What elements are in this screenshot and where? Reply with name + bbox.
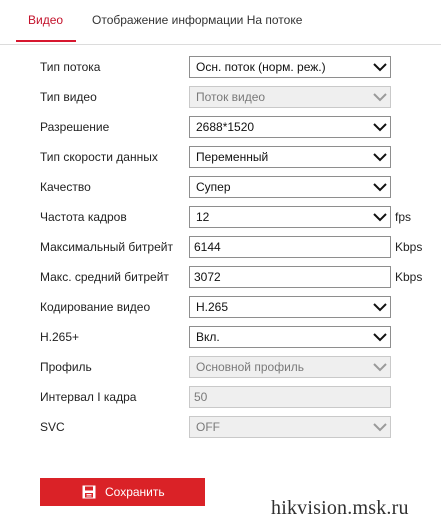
bitrate-type-value: Переменный [196,150,269,164]
frame-rate-value: 12 [196,210,210,224]
h265plus-select[interactable] [189,326,391,348]
video-type-value: Поток видео [196,90,266,104]
video-type-label: Тип видео [40,90,97,104]
avg-bitrate-unit: Kbps [395,270,423,284]
quality-select[interactable] [189,176,391,198]
quality-label: Качество [40,180,91,194]
svc-label: SVC [40,420,65,434]
chevron-down-icon [373,91,387,103]
resolution-select[interactable] [189,116,391,138]
svc-select[interactable] [189,416,391,438]
frame-rate-unit: fps [395,210,412,224]
svc-value: OFF [196,420,220,434]
resolution-label: Разрешение [40,120,110,134]
stream-type-value: Осн. поток (норм. реж.) [196,60,326,74]
frame-rate-label: Частота кадров [40,210,127,224]
chevron-down-icon [373,151,387,163]
chevron-down-icon [373,331,387,343]
h265plus-label: H.265+ [40,330,80,344]
row-frame-rate [0,206,441,230]
chevron-down-icon [373,181,387,193]
row-avg-bitrate [0,266,441,290]
save-button-label: Сохранить [105,485,165,499]
row-quality [0,176,441,200]
row-svc [0,416,441,440]
tab-bar [0,0,441,45]
row-stream-type [0,56,441,80]
tab-video[interactable] [16,13,76,42]
tab-video-label: Видео [28,13,64,27]
i-frame-interval-label: Интервал I кадра [40,390,137,404]
chevron-down-icon [373,211,387,223]
row-video-type [0,86,441,110]
row-max-bitrate [0,236,441,260]
stream-type-label: Тип потока [40,60,101,74]
frame-rate-select[interactable] [189,206,391,228]
h265plus-value: Вкл. [196,330,220,344]
avg-bitrate-input[interactable]: 3072 [189,266,391,288]
resolution-value: 2688*1520 [196,120,255,134]
avg-bitrate-label: Макс. средний битрейт [40,270,169,284]
row-h265plus [0,326,441,350]
chevron-down-icon [373,361,387,373]
quality-value: Супер [196,180,231,194]
max-bitrate-unit: Kbps [395,240,423,254]
row-profile [0,356,441,380]
video-type-select[interactable] [189,86,391,108]
video-encoding-label: Кодирование видео [40,300,151,314]
chevron-down-icon [373,61,387,73]
chevron-down-icon [373,421,387,433]
save-icon [82,485,96,499]
i-frame-interval-input[interactable]: 50 [189,386,391,408]
profile-value: Основной профиль [196,360,305,374]
row-i-frame-interval [0,386,441,410]
tab-active-underline [16,40,76,42]
row-bitrate-type [0,146,441,170]
row-resolution [0,116,441,140]
row-video-encoding [0,296,441,320]
save-button[interactable] [40,478,205,506]
max-bitrate-input[interactable]: 6144 [189,236,391,258]
max-bitrate-label: Максимальный битрейт [40,240,173,254]
video-encoding-select[interactable] [189,296,391,318]
tab-stream-info-display[interactable]: Отображение информации На потоке [92,13,303,27]
chevron-down-icon [373,301,387,313]
profile-select[interactable] [189,356,391,378]
stream-type-select[interactable] [189,56,391,78]
bitrate-type-label: Тип скорости данных [40,150,158,164]
bitrate-type-select[interactable] [189,146,391,168]
profile-label: Профиль [40,360,92,374]
video-encoding-value: H.265 [196,300,229,314]
chevron-down-icon [373,121,387,133]
watermark: hikvision.msk.ru [271,497,409,519]
